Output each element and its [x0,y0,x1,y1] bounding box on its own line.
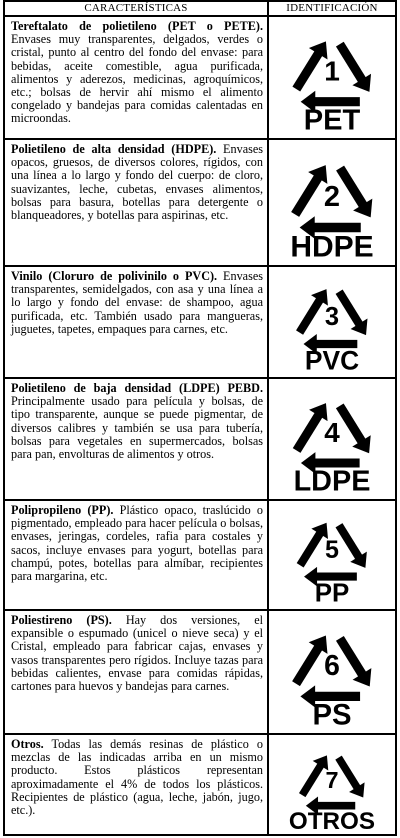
row-description [11,738,263,817]
row-text: Principalmente usado para película y bolsas, de tipo transparente, aunque se puede pigmentar, de diversos calibres y también se usa para tubería, bolsas para vegetales en supermercados, bolsas para pan, envolturas de alimentos y otros. [11,394,263,462]
row-title: Otros. [11,737,44,751]
resin-code-number: 6 [324,649,340,682]
table-row-pvc [5,267,395,379]
recycle-symbol-3-icon [269,267,395,377]
row-title: Poliestireno (PS). [11,613,112,627]
resin-code-number: 5 [325,535,339,564]
recycling-codes-table [3,0,397,836]
row-title: Polietileno de baja densidad (LDPE) PEBD. [11,381,263,395]
row-title: Polietileno de alta densidad (HDPE). [11,142,217,156]
row-description [11,382,263,461]
row-text: Envases opacos, gruesos, de diversos colores, rígidos, con una línea a lo largo y fondo del cuerpo: de cloro, suavizantes, leche, cubetas, envases alimentos, bolsas para basura, botellas para detergente o blanqueadores, y botellas para aspirinas, etc. [11,142,263,223]
row-text: Todas las demás resinas de plástico o mezclas de las indicadas arriba en un mismo producto. Estos plásticos representan aproximadamente el 4% de todos los plásticos. Recipientes de plástico (agua, leche, jabón, jugo, etc.). [11,737,263,818]
recycle-symbol-5-icon [269,501,395,609]
table-row-hdpe [5,140,395,267]
resin-code-number: 3 [324,302,340,331]
table-row-pp [5,501,395,611]
row-title: Polipropileno (PP). [11,503,114,517]
recycle-symbol-6-icon [269,611,395,733]
row-description [11,20,263,126]
recycle-symbol-2-icon [269,140,395,265]
resin-code-number: 2 [323,180,341,213]
recycle-symbol-7-icon [269,735,395,836]
table-row-pet [5,17,395,140]
resin-code-number: 4 [324,417,340,449]
resin-code-number: 1 [324,55,340,87]
resin-code-number: 7 [325,767,339,794]
row-description [11,143,263,222]
resin-code-label: PP [314,579,350,608]
table-row-otros [5,735,395,836]
resin-code-label: PET [303,104,361,137]
row-title: Tereftalato de polietileno (PET o PETE). [11,19,263,33]
row-title: Vinilo (Cloruro de polivinilo o PVC). [11,269,218,283]
row-description [11,270,263,336]
resin-code-label: PS [312,698,352,732]
table-row-ps [5,611,395,735]
table-header [5,2,395,17]
resin-code-label: HDPE [290,230,374,264]
row-text: Plástico opaco, traslúcido o pigmentado, empleado para hacer película o bolsas, envases, jeringas, cordeles, rafia para costales y sacos, incluye envases para yogurt, botellas para champú, potes, botellas para almíbar, recipientes para margarina, etc. [11,503,263,584]
header-identification: IDENTIFICACIÓN [286,2,378,14]
row-text: Envases transparentes, semidelgados, con asa y una línea a lo largo y fondo del envase: de shampoo, agua purificada, etc. También usado para mangueras, juguetes, tapetes, empaques para carnes, etc. [11,269,263,336]
recycle-symbol-4-icon [269,379,395,499]
row-description [11,614,263,693]
resin-code-label: OTROS [288,807,376,835]
row-text: Hay dos versiones, el expansible o espumado (unicel o nieve seca) y el Cristal, empleado para fabricar cajas, envases y vasos transparentes pero rígidos. Incluye tazas para bebidas calientes, envase para comidas rápidas, cartones para huevos y bandejas para carnes. [11,613,264,694]
table-row-ldpe [5,379,395,501]
resin-code-label: LDPE [293,465,371,498]
recycle-symbol-1-icon [269,17,395,138]
row-text: Envases muy transparentes, delgados, verdes o cristal, punto al centro del fondo del envase: para bebidas, aceite comestible, agua purificada, alimentos y aderezos, medicinas, agroquímicos, etc.; bolsas de hervir ahí mismo el alimento congelado y bandejas para comidas calentadas en microondas. [11,32,263,126]
row-description [11,504,263,583]
resin-code-label: PVC [304,345,360,376]
header-characteristics: CARACTERÍSTICAS [84,2,188,14]
